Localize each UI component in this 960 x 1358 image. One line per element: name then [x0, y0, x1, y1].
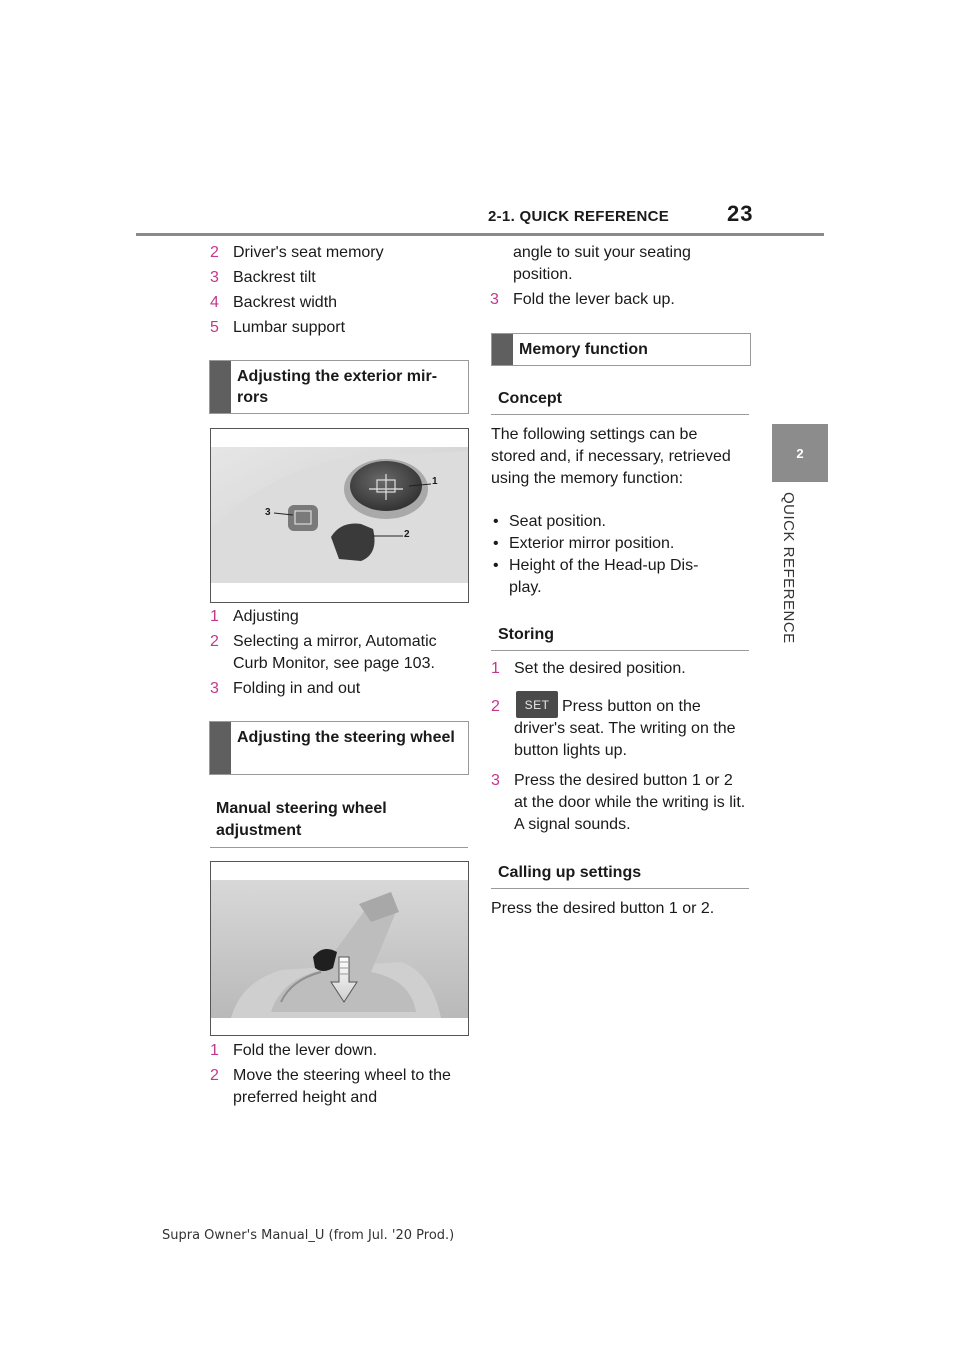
- footer-text: Supra Owner's Manual_U (from Jul. '20 Prod.): [162, 1228, 455, 1243]
- item-number: 1: [210, 1042, 219, 1059]
- subheading-calling: Calling up settings: [498, 864, 642, 881]
- item-number: 3: [490, 291, 499, 308]
- concept-text: The following settings can be stored and, if necessary, retrieved using the memory function:: [491, 426, 731, 487]
- item-text: Selecting a mirror, Automatic Curb Monitor, see page 103.: [233, 633, 437, 672]
- subheading-storing: Storing: [498, 626, 554, 643]
- subheading-rule: [491, 888, 749, 889]
- heading-bar: [210, 361, 231, 413]
- item-number: 2: [210, 1067, 219, 1084]
- chapter-side-label: [773, 492, 803, 662]
- callout-label: 1: [432, 476, 438, 487]
- subheading-concept: Concept: [498, 390, 562, 407]
- bullet-text: Height of the Head-up Dis-play.: [509, 557, 699, 596]
- subheading-rule: [491, 414, 749, 415]
- item-text: Press the desired button 1 or 2 at the door while the writing is lit. A signal sounds.: [514, 772, 746, 833]
- steering-lever-figure: [210, 861, 469, 1036]
- heading-bar: [492, 334, 513, 365]
- item-text: Folding in and out: [233, 680, 361, 697]
- item-text: Backrest width: [233, 294, 338, 311]
- bullet-text: Seat position.: [509, 513, 606, 530]
- header-rule: [136, 233, 824, 236]
- item-text: Backrest tilt: [233, 269, 316, 286]
- item-text: Press button on the driver's seat. The writing on the button lights up.: [514, 698, 736, 759]
- section-heading-steering: [209, 721, 469, 775]
- item-number: 3: [210, 680, 219, 697]
- steering-lever-illustration: [211, 862, 468, 1035]
- mirror-controls-figure: [210, 428, 469, 603]
- chapter-side-label-text: QUICK REFERENCE: [780, 492, 797, 644]
- subheading-rule: [210, 847, 468, 848]
- mirror-controls-illustration: [211, 429, 468, 602]
- bullet-dot: •: [493, 557, 499, 574]
- callout-label: 3: [265, 507, 271, 518]
- item-text: Lumbar support: [233, 319, 346, 336]
- subheading-manual-steering: Manual steering wheel adjustment: [216, 800, 387, 839]
- item-number: 2: [491, 698, 500, 715]
- item-number: 1: [491, 660, 500, 677]
- item-text: Driver's seat memory: [233, 244, 384, 261]
- item-number: 5: [210, 319, 219, 336]
- item-number: 3: [491, 772, 500, 789]
- calling-text: Press the desired button 1 or 2.: [491, 900, 715, 917]
- continued-text: angle to suit your seating position.: [513, 244, 691, 283]
- heading-label: Memory function: [519, 341, 648, 358]
- item-text: Adjusting: [233, 608, 299, 625]
- heading-label: Adjusting the exterior mir-rors: [237, 368, 438, 406]
- heading-bar: [210, 722, 231, 774]
- page-number: 23: [727, 201, 754, 226]
- heading-label: Adjusting the steering wheel: [237, 729, 455, 746]
- bullet-dot: •: [493, 535, 499, 552]
- chapter-tab[interactable]: 2: [772, 424, 828, 482]
- item-number: 2: [210, 633, 219, 650]
- subheading-rule: [491, 650, 749, 651]
- item-number: 2: [210, 244, 219, 261]
- bullet-dot: •: [493, 513, 499, 530]
- item-text: Move the steering wheel to the preferred height and: [233, 1067, 451, 1106]
- section-title: 2-1. QUICK REFERENCE: [488, 208, 670, 225]
- section-heading-memory: [491, 333, 751, 366]
- item-number: 1: [210, 608, 219, 625]
- bullet-text: Exterior mirror position.: [509, 535, 675, 552]
- section-heading-mirrors: [209, 360, 469, 414]
- item-number: 3: [210, 269, 219, 286]
- item-number: 4: [210, 294, 219, 311]
- item-text: Fold the lever back up.: [513, 291, 675, 308]
- callout-label: 2: [404, 529, 410, 540]
- item-text: Fold the lever down.: [233, 1042, 378, 1059]
- item-text: Set the desired position.: [514, 660, 686, 677]
- set-button-icon: SET: [516, 691, 558, 718]
